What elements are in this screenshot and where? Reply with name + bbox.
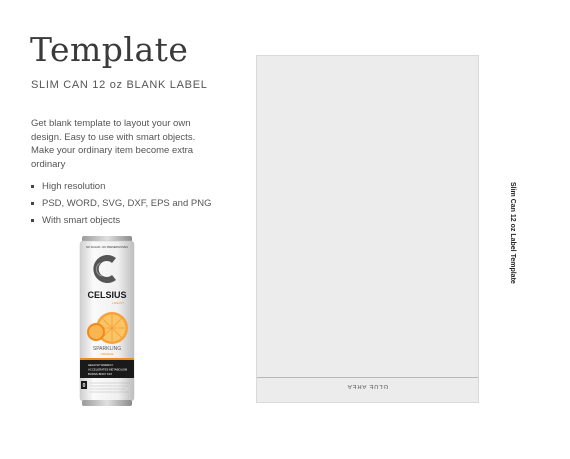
can-brand: CELSIUS bbox=[87, 290, 127, 300]
can-bottom bbox=[82, 400, 132, 406]
feature-list bbox=[31, 178, 211, 229]
feature-item: PSD, WORD, SVG, DXF, EPS and PNG bbox=[31, 195, 211, 212]
can-flavor: SPARKLING bbox=[92, 346, 122, 352]
can-flavor-sub: ORANGE bbox=[100, 352, 114, 356]
can-brand-sub: LIVE FIT bbox=[112, 301, 124, 305]
feature-item: With smart objects bbox=[31, 212, 211, 229]
can-accent-stripe bbox=[80, 358, 134, 360]
can-image bbox=[78, 236, 136, 406]
can-claim: BURNS BODY FAT bbox=[88, 372, 113, 376]
feature-item: High resolution bbox=[31, 178, 211, 195]
description-text: Get blank template to layout your own design. Easy to use with smart objects. Make your ordinary item become extra ordinary bbox=[31, 118, 196, 170]
can-top-text: NO SUGAR • NO PRESERVATIVES bbox=[86, 246, 128, 249]
label-template-area bbox=[256, 55, 479, 403]
bullet-icon bbox=[31, 185, 34, 188]
glue-area-divider bbox=[257, 377, 478, 378]
side-caption: Slim Can 12 oz Label Template bbox=[509, 182, 516, 284]
can-claim: HEALTHY ENERGY bbox=[88, 363, 114, 367]
calorie-value: 0 bbox=[82, 383, 86, 389]
page-title: Template bbox=[30, 30, 189, 69]
glue-area-label: GLUE AREA bbox=[346, 383, 389, 389]
bullet-icon bbox=[31, 219, 34, 222]
can-claim: ACCELERATES METABOLISM bbox=[88, 367, 128, 372]
page-subtitle: SLIM CAN 12 oz BLANK LABEL bbox=[31, 79, 208, 91]
bullet-icon bbox=[31, 202, 34, 205]
